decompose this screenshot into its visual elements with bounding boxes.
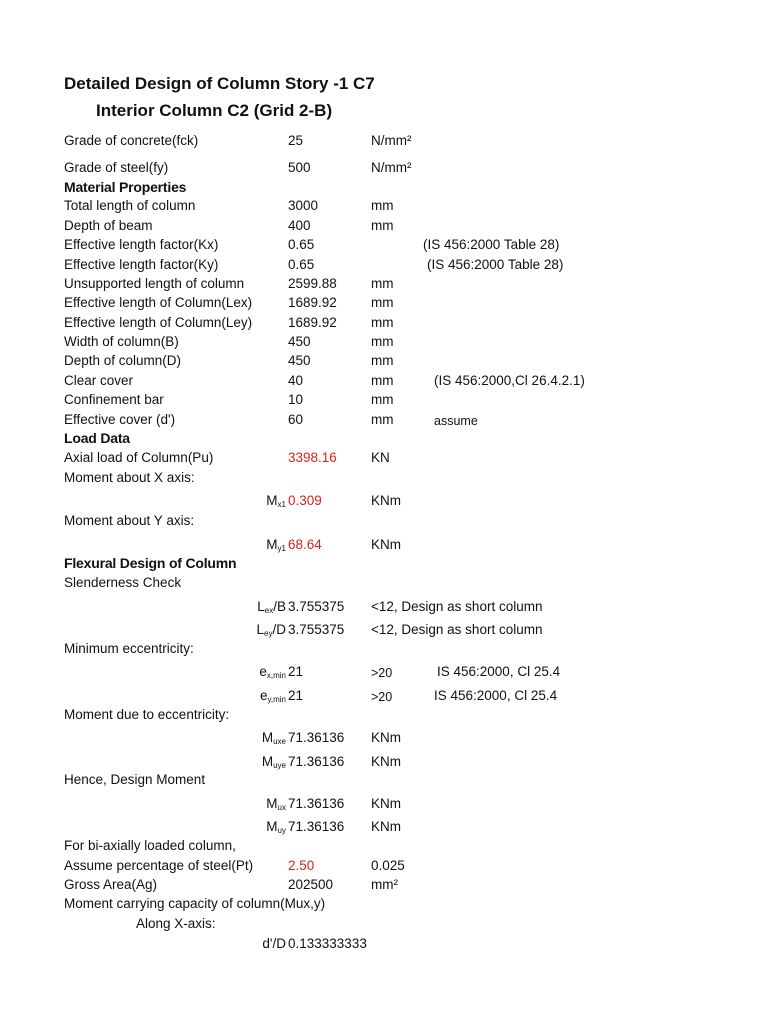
d-ratio-value: 0.133333333 [288,936,367,951]
fck-value: 25 [288,133,304,148]
total-length-unit: mm [371,198,394,213]
unsupported-length-value: 2599.88 [288,276,337,291]
ky-value: 0.65 [288,257,315,272]
along-x-axis-label: Along X-axis: [136,916,216,931]
lex-b-symbol: $L_{ex}/B$ [257,599,286,615]
exmin-note: >20 [371,666,393,680]
fck-unit: N/mm² [371,133,412,148]
moment-x-label: Moment about X axis: [64,470,195,485]
confinement-bar-label: Confinement bar [64,392,164,407]
muy-unit: KNm [371,819,401,834]
muxe-symbol: $M_{uxe}$ [261,730,286,746]
confinement-bar-value: 10 [288,392,304,407]
muy-symbol: $M_{uy}$ [266,819,286,835]
exmin-value: 21 [288,664,304,679]
moment-capacity-label: Moment carrying capacity of column(Mux,y) [64,896,326,911]
steel-ratio-value: 0.025 [371,858,405,873]
design-moment-label: Hence, Design Moment [64,772,206,787]
muye-value: 71.36136 [288,754,345,769]
gross-area-label: Gross Area(Ag) [64,877,158,892]
muy-value: 71.36136 [288,819,345,834]
lex-b-note: <12, Design as short column [371,599,543,614]
ley-d-value: 3.755375 [288,622,345,637]
clear-cover-reference: (IS 456:2000,Cl 26.4.2.1) [434,373,585,388]
exmin-reference: IS 456:2000, Cl 25.4 [437,664,561,679]
load-data-heading: Load Data [64,430,130,446]
title-line-2: Interior Column C2 (Grid 2-B) [96,101,333,120]
ley-value: 1689.92 [288,315,337,330]
muxe-unit: KNm [371,730,401,745]
eymin-symbol: $e_{y,min}$ [259,688,286,704]
fy-value: 500 [288,160,311,175]
steel-percentage-value: 2.50 [288,858,315,873]
axial-load-label: Axial load of Column(Pu) [64,450,214,465]
ley-d-symbol: $L_{ey}/D$ [256,622,286,638]
fy-label: Grade of steel(fy) [64,160,169,175]
unsupported-length-unit: mm [371,276,394,291]
material-properties-heading: Material Properties [64,179,187,195]
beam-depth-unit: mm [371,218,394,233]
gross-area-unit: mm² [371,877,398,892]
lex-b-value: 3.755375 [288,599,345,614]
lex-value: 1689.92 [288,295,337,310]
flexural-design-heading: Flexural Design of Column [64,555,237,571]
mx1-unit: KNm [371,493,401,508]
mux-unit: KNm [371,796,401,811]
effective-cover-label: Effective cover (d') [64,412,176,427]
title-line-1: Detailed Design of Column Story -1 C7 [64,74,375,93]
exmin-symbol: $e_{x,min}$ [259,664,286,680]
eymin-note: >20 [371,690,393,704]
width-label: Width of column(B) [64,334,179,349]
my1-value: 68.64 [288,537,322,552]
beam-depth-label: Depth of beam [64,218,153,233]
ky-reference: (IS 456:2000 Table 28) [427,257,564,272]
confinement-bar-unit: mm [371,392,394,407]
lex-label: Effective length of Column(Lex) [64,295,253,310]
lex-unit: mm [371,295,394,310]
my1-symbol: $M_{y1}$ [266,537,286,553]
effective-cover-note: assume [434,414,478,428]
mux-value: 71.36136 [288,796,345,811]
eymin-reference: IS 456:2000, Cl 25.4 [434,688,558,703]
effective-cover-value: 60 [288,412,304,427]
moment-eccentricity-label: Moment due to eccentricity: [64,707,230,722]
ley-d-note: <12, Design as short column [371,622,543,637]
depth-value: 450 [288,353,311,368]
kx-value: 0.65 [288,237,315,252]
slenderness-check-label: Slenderness Check [64,575,182,590]
mux-symbol: $M_{ux}$ [266,796,286,812]
steel-percentage-label: Assume percentage of steel(Pt) [64,858,254,873]
muye-unit: KNm [371,754,401,769]
fck-label: Grade of concrete(fck) [64,133,199,148]
total-length-label: Total length of column [64,198,196,213]
gross-area-value: 202500 [288,877,334,892]
ky-label: Effective length factor(Ky) [64,257,219,272]
mx1-symbol: $M_{x1}$ [266,493,286,509]
ley-unit: mm [371,315,394,330]
kx-label: Effective length factor(Kx) [64,237,219,252]
minimum-eccentricity-label: Minimum eccentricity: [64,641,194,656]
eymin-value: 21 [288,688,304,703]
width-value: 450 [288,334,311,349]
kx-reference: (IS 456:2000 Table 28) [423,237,560,252]
d-ratio-symbol: d'/D [262,936,286,951]
biaxial-label: For bi-axially loaded column, [64,838,236,853]
moment-y-label: Moment about Y axis: [64,513,195,528]
beam-depth-value: 400 [288,218,311,233]
axial-load-value: 3398.16 [288,450,337,465]
width-unit: mm [371,334,394,349]
muye-symbol: $M_{uye}$ [261,754,286,770]
total-length-value: 3000 [288,198,319,213]
fy-unit: N/mm² [371,160,412,175]
unsupported-length-label: Unsupported length of column [64,276,245,291]
mx1-value: 0.309 [288,493,322,508]
clear-cover-value: 40 [288,373,304,388]
my1-unit: KNm [371,537,401,552]
effective-cover-unit: mm [371,412,394,427]
clear-cover-label: Clear cover [64,373,134,388]
muxe-value: 71.36136 [288,730,345,745]
depth-label: Depth of column(D) [64,353,182,368]
axial-load-unit: KN [371,450,390,465]
ley-label: Effective length of Column(Ley) [64,315,253,330]
clear-cover-unit: mm [371,373,394,388]
depth-unit: mm [371,353,394,368]
